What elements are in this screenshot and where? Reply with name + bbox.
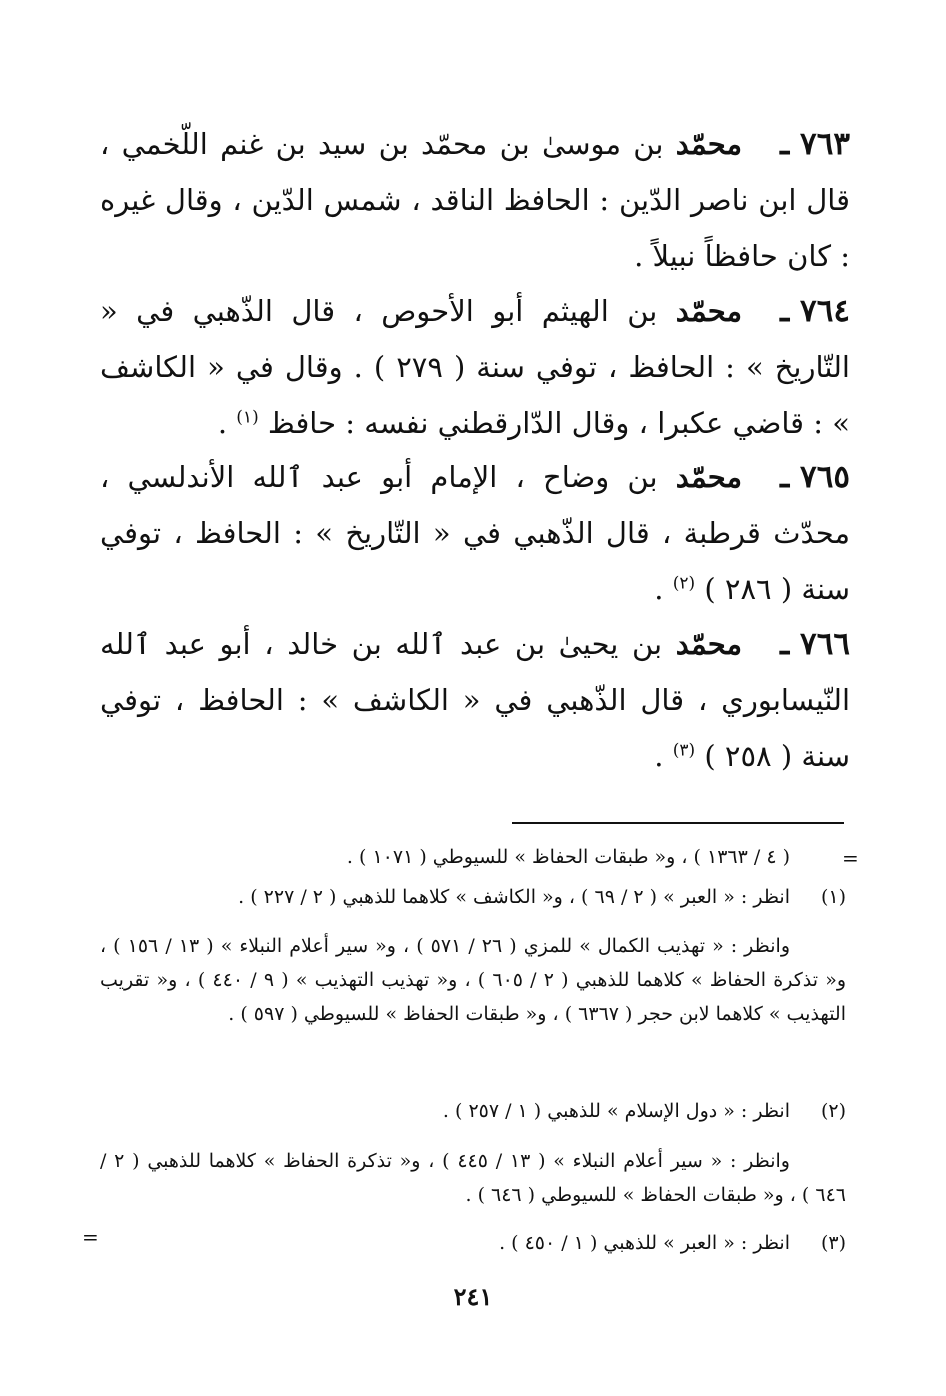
entry-number: ٧٦٦ ـ	[780, 626, 850, 662]
entry-number: ٧٦٣ ـ	[780, 126, 850, 162]
footnote-reference[interactable]: (٢)	[672, 573, 696, 594]
entry-number: ٧٦٥ ـ	[780, 459, 850, 495]
entry-body	[100, 283, 850, 451]
footnote-label: (١)	[820, 886, 846, 908]
entry-name: محمّد	[675, 294, 742, 328]
footnote-text: انظر : « العبر » ( ٢ / ٦٩ ) ، و« الكاشف » كلاهما للذهبي ( ٢ / ٢٢٧ ) .	[238, 886, 790, 908]
entry-tail: .	[217, 406, 237, 440]
footnote-separator	[512, 822, 844, 824]
footnote-reference[interactable]: (١)	[236, 407, 259, 428]
footnote-2	[100, 1094, 846, 1128]
entry-text: بن موسىٰ بن محمّد بن سيد بن غنم اللّخمي ، قال ابن ناصر الدّين : الحافظ الناقد ، شمس الدّين ، وقال غيره : كان حافظاً نبيلاً .	[100, 127, 850, 273]
entry-body	[100, 116, 850, 284]
footnote-continued	[100, 840, 846, 874]
footnote-label: (٣)	[820, 1232, 846, 1254]
entry-text: بن الهيثم أبو الأحوص ، قال الذّهبي في « التّاريخ » : الحافظ ، توفي سنة ( ٢٧٩ ) . وقال في « الكاشف » : قاضي عكبرا ، وقال الدّارقطني نفسه : حافظ	[100, 294, 850, 440]
entry-text: بن يحيىٰ بن عبد ٱلله بن خالد ، أبو عبد ٱلله النّيسابوري ، قال الذّهبي في « الكاشف » : الحافظ ، توفي سنة ( ٢٥٨ )	[100, 627, 850, 773]
footnote-1-continuation: وانظر : « تهذيب الكمال » للمزي ( ٢٦ / ٥٧١ ) ، و« سير أعلام النبلاء » ( ١٣ / ١٥٦ ) ، و« تذكرة الحفاظ » كلاهما للذهبي ( ٢ / ٦٠٥ ) ، و« تهذيب التهذيب » ( ٩ / ٤٤٠ ) ، و« تقريب التهذيب » كلاهما لابن حجر ( ٦٣٦٧ ) ، و« طبقات الحفاظ » للسيوطي ( ٥٩٧ ) .	[100, 935, 847, 1025]
entry-764	[100, 283, 850, 451]
footnote-3	[100, 1226, 846, 1260]
entry-name: محمّد	[675, 127, 742, 161]
footnote-text: ( ٤ / ١٣٦٣ ) ، و« طبقات الحفاظ » للسيوطي ( ١٠٧١ ) .	[346, 846, 790, 868]
entry-text: بن وضاح ، الإمام أبو عبد ٱلله الأندلسي ، محدّث قرطبة ، قال الذّهبي في « التّاريخ » : الحافظ ، توفي سنة ( ٢٨٦ )	[100, 460, 850, 606]
footnote-label: (٢)	[820, 1100, 846, 1122]
page-number: ٢٤١	[453, 1282, 493, 1311]
footnote-2-continuation: وانظر : « سير أعلام النبلاء » ( ١٣ / ٤٤٥ ) ، و« تذكرة الحفاظ » كلاهما للذهبي ( ٢ / ٦٤٦ ) ، و« طبقات الحفاظ » للسيوطي ( ٦٤٦ ) .	[100, 1150, 846, 1206]
entry-body	[100, 616, 850, 784]
footnote-1	[100, 880, 846, 914]
continued-mark: =	[842, 846, 859, 870]
footnote-reference[interactable]: (٣)	[672, 740, 696, 761]
entry-763	[100, 116, 850, 284]
entry-tail: .	[654, 572, 673, 606]
entry-name: محمّد	[675, 627, 742, 661]
entry-765	[100, 449, 850, 617]
entry-name: محمّد	[675, 460, 742, 494]
entry-body	[100, 449, 850, 617]
entry-766	[100, 616, 850, 784]
footnote-text: انظر : « دول الإسلام » للذهبي ( ١ / ٢٥٧ ) .	[442, 1100, 790, 1122]
continues-mark: =	[82, 1225, 99, 1249]
footnote-text: انظر : « العبر » للذهبي ( ١ / ٤٥٠ ) .	[499, 1232, 790, 1254]
entry-number: ٧٦٤ ـ	[780, 293, 850, 329]
entry-tail: .	[654, 739, 673, 773]
